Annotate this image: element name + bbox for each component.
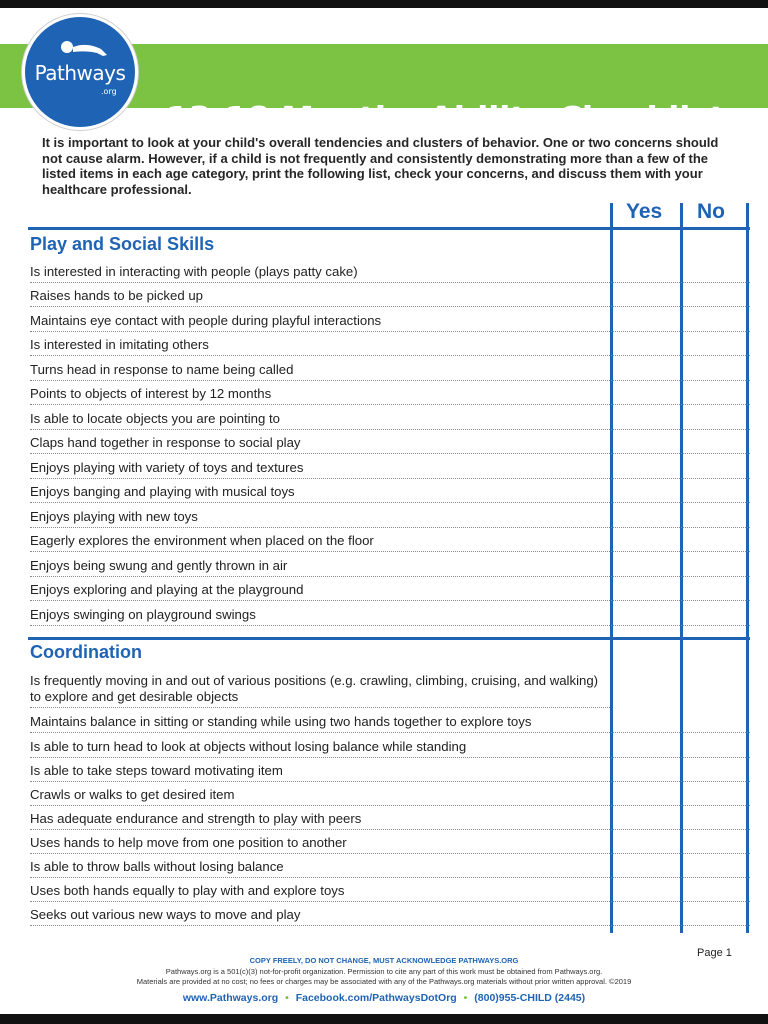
checklist-row: Crawls or walks to get desired item: [30, 787, 750, 806]
no-column-header: No: [697, 200, 725, 223]
checklist-row: Enjoys playing with new toys: [30, 509, 750, 528]
logo-wordmark: Pathways: [34, 61, 126, 85]
checklist-row: Is able to turn head to look at objects without losing balance while standing: [30, 739, 750, 758]
checklist-row: Is able to take steps toward motivating item: [30, 763, 750, 782]
checklist-row: Is able to throw balls without losing balance: [30, 859, 750, 878]
checklist-row: Enjoys playing with variety of toys and textures: [30, 460, 750, 479]
yes-column-header: Yes: [626, 200, 663, 223]
checklist-row: Turns head in response to name being called: [30, 362, 750, 381]
separator-dot: •: [285, 992, 289, 1004]
checklist-row: Raises hands to be picked up: [30, 288, 750, 307]
legal-line-1: Pathways.org is a 501(c)(3) not-for-profit organization. Permission to cite any part of this work must be obtained from Pathways.org.: [165, 967, 603, 976]
checklist-row: Enjoys exploring and playing at the playground: [30, 582, 750, 601]
separator-dot: •: [463, 992, 468, 1004]
bottom-border: [0, 1014, 768, 1024]
checklist-row: Is interested in interacting with people (plays patty cake): [30, 264, 750, 283]
copy-notice: COPY FREELY, DO NOT CHANGE, MUST ACKNOWLEDGE PATHWAYS.ORG: [249, 956, 519, 965]
checklist-row: Is interested in imitating others: [30, 337, 750, 356]
logo-suffix: .org: [101, 87, 117, 96]
checklist-row: Eagerly explores the environment when placed on the floor: [30, 533, 750, 552]
section-divider: [28, 637, 750, 640]
top-border: [0, 0, 768, 8]
checklist-row: Points to objects of interest by 12 months: [30, 386, 750, 405]
checklist-row: Enjoys swinging on playground swings: [30, 607, 750, 626]
checklist-row: Enjoys banging and playing with musical toys: [30, 484, 750, 503]
intro-paragraph: It is important to look at your child's overall tendencies and clusters of behavior. One or two concerns should not cause alarm. However, if a child is not frequently and consistently demonstrating more than a few of the listed items in each age category, print the following list, check your concerns, and discuss them with your healthcare professional.: [42, 135, 719, 197]
pathways-logo: [22, 14, 138, 130]
checklist-row: Uses both hands equally to play with and explore toys: [30, 883, 750, 902]
checklist-row: Enjoys being swung and gently thrown in air: [30, 558, 750, 577]
checklist-row: Has adequate endurance and strength to play with peers: [30, 811, 750, 830]
section-title-coordination: Coordination: [30, 642, 142, 662]
contact-line: [0, 992, 768, 1004]
page-title: 13-18 Months Ability Checklist: [166, 99, 725, 138]
page-number: Page 1: [697, 947, 732, 959]
website-link[interactable]: www.Pathways.org: [182, 992, 279, 1004]
checklist-row: Is frequently moving in and out of various positions (e.g. crawling, climbing, cruising, and walking) to explore and get desirable objects: [30, 673, 610, 708]
facebook-link[interactable]: Facebook.com/PathwaysDotOrg: [295, 992, 457, 1004]
legal-line-2: Materials are provided at no cost; no fees or charges may be associated with any of the Pathways.org materials without prior written approval. ©2019: [136, 977, 632, 986]
table-top-rule: [28, 227, 750, 230]
checklist-row: Is able to locate objects you are pointing to: [30, 411, 750, 430]
checklist-row: Maintains balance in sitting or standing while using two hands together to explore toys: [30, 714, 750, 733]
legal-text: [40, 967, 728, 987]
checklist-row: Claps hand together in response to social play: [30, 435, 750, 454]
checklist-row: Maintains eye contact with people during playful interactions: [30, 313, 750, 332]
phone-number: (800)955-CHILD (2445): [474, 992, 586, 1004]
checklist-row: Seeks out various new ways to move and play: [30, 907, 750, 926]
section-title-play-social: Play and Social Skills: [30, 234, 215, 254]
checklist-row: Uses hands to help move from one position to another: [30, 835, 750, 854]
